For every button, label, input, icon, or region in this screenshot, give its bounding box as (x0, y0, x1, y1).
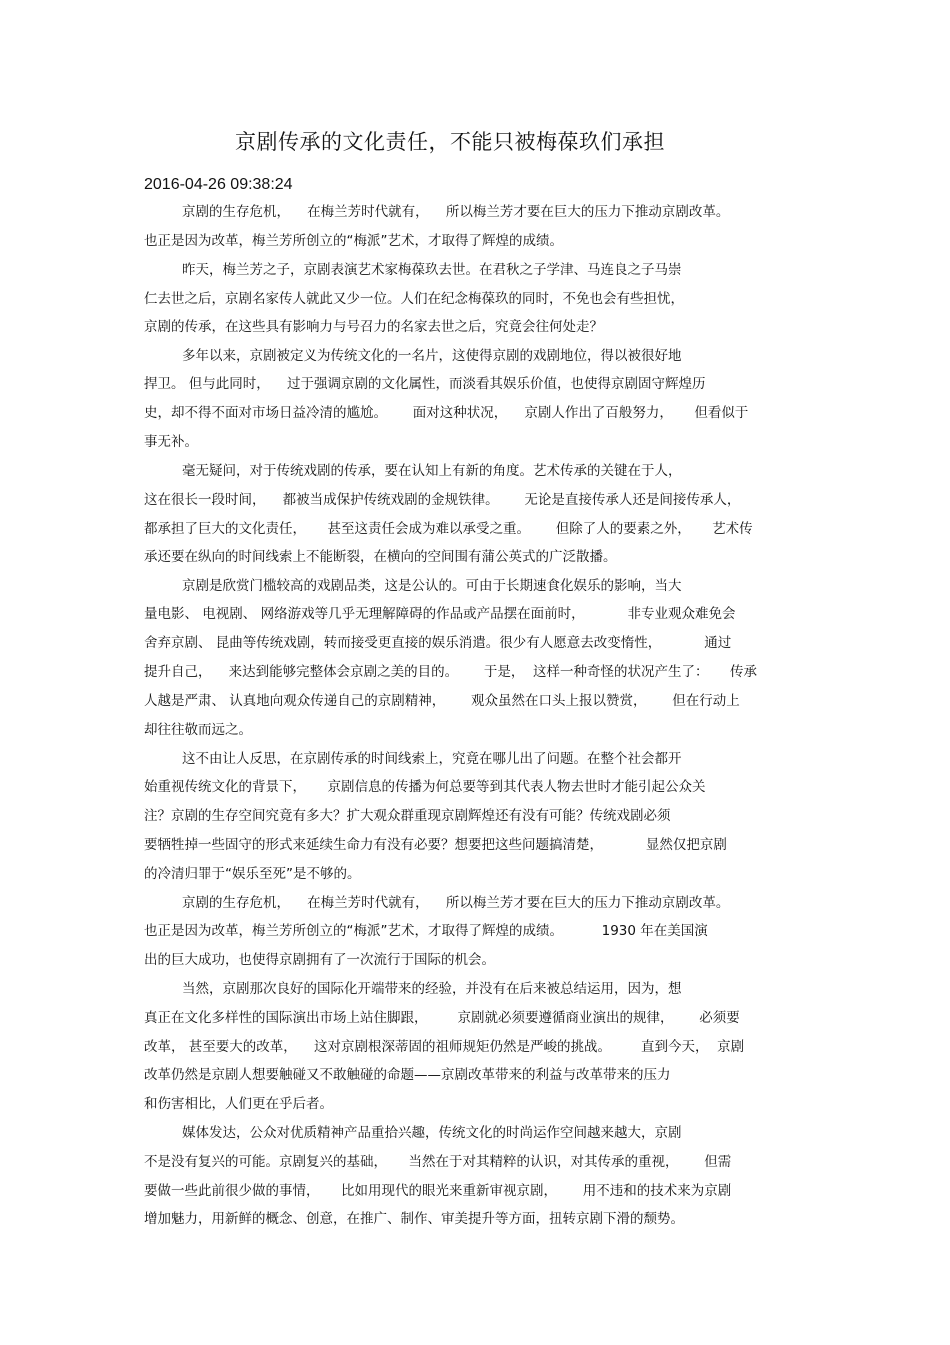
text-line: 舍弃京剧、 昆曲等传统戏剧，转而接受更直接的娱乐消遣。很少有人愿意去改变惰性， 通过 (144, 635, 732, 651)
text-line: 也正是因为改革，梅兰芳所创立的“梅派”艺术，才取得了辉煌的成绩。 (144, 233, 563, 249)
text-line: 却往往敬而远之。 (144, 722, 252, 738)
text-line: 这在很长一段时间， 都被当成保护传统戏剧的金规铁律。 无论是直接传承人还是间接传承人， (144, 492, 741, 508)
text-line: 京剧的生存危机， 在梅兰芳时代就有， 所以梅兰芳才要在巨大的压力下推动京剧改革。 (182, 895, 730, 911)
text-line: 也正是因为改革，梅兰芳所创立的“梅派”艺术，才取得了辉煌的成绩。 1930 年在美国演 (144, 923, 708, 939)
text-line: 承还要在纵向的时间线索上不能断裂，在横向的空间围有蒲公英式的广泛散播。 (144, 549, 617, 565)
text-line: 注？京剧的生存空间究竟有多大？扩大观众群重现京剧辉煌还有没有可能？传统戏剧必须 (144, 808, 671, 824)
text-line: 改革仍然是京剧人想要触碰又不敢触碰的命题——京剧改革带来的利益与改革带来的压力 (144, 1067, 671, 1083)
text-line: 京剧的传承，在这些具有影响力与号召力的名家去世之后，究竟会往何处走？ (144, 319, 603, 335)
text-line: 改革， 甚至要大的改革， 这对京剧根深蒂固的祖师规矩仍然是严峻的挑战。 直到今天， 京剧 (144, 1039, 745, 1055)
text-line: 人越是严肃、 认真地向观众传递自己的京剧精神， 观众虽然在口头上报以赞赏， 但在行动上 (144, 693, 740, 709)
text-line: 当然，京剧那次良好的国际化开端带来的经验，并没有在后来被总结运用，因为，想 (182, 981, 682, 997)
text-line: 和伤害相比，人们更在乎后者。 (144, 1096, 333, 1112)
text-line: 捍卫。 但与此同时， 过于强调京剧的文化属性，而淡看其娱乐价值，也使得京剧固守辉煌历 (144, 376, 706, 392)
text-line: 不是没有复兴的可能。京剧复兴的基础， 当然在于对其精粹的认识，对其传承的重视， 但需 (144, 1154, 732, 1170)
text-line: 多年以来，京剧被定义为传统文化的一名片，这使得京剧的戏剧地位，得以被很好地 (182, 348, 682, 364)
text-line: 仁去世之后，京剧名家传人就此又少一位。人们在纪念梅葆玖的同时，不免也会有些担忧， (144, 291, 684, 307)
text-line: 京剧的生存危机， 在梅兰芳时代就有， 所以梅兰芳才要在巨大的压力下推动京剧改革。 (182, 204, 730, 220)
text-line: 要做一些此前很少做的事情， 比如用现代的眼光来重新审视京剧， 用不违和的技术来为京剧 (144, 1183, 732, 1199)
text-line: 要牺牲掉一些固守的形式来延续生命力有没有必要？想要把这些问题搞清楚， 显然仅把京剧 (144, 837, 727, 853)
text-line: 这不由让人反思，在京剧传承的时间线索上，究竟在哪儿出了问题。在整个社会都开 (182, 751, 682, 767)
text-line: 出的巨大成功，也使得京剧拥有了一次流行于国际的机会。 (144, 952, 495, 968)
publish-date: 2016-04-26 09:38:24 (144, 176, 293, 193)
text-line: 量电影、 电视剧、 网络游戏等几乎无理解障碍的作品或产品摆在面前时， 非专业观众难免会 (144, 606, 736, 622)
text-line: 事无补。 (144, 434, 198, 450)
text-line: 的冷清归罪于“娱乐至死”是不够的。 (144, 866, 361, 882)
text-line: 京剧是欣赏门槛较高的戏剧品类，这是公认的。可由于长期速食化娱乐的影响，当大 (182, 578, 682, 594)
text-line: 真正在文化多样性的国际演出市场上站住脚跟， 京剧就必须要遵循商业演出的规律， 必须要 (144, 1010, 740, 1026)
article-title: 京剧传承的文化责任，不能只被梅葆玖们承担 (235, 130, 665, 154)
text-line: 增加魅力，用新鲜的概念、创意，在推广、制作、审美提升等方面，扭转京剧下滑的颓势。 (144, 1211, 684, 1227)
text-line: 都承担了巨大的文化责任， 甚至这责任会成为难以承受之重。 但除了人的要素之外， 艺术传 (144, 521, 753, 537)
text-line: 媒体发达，公众对优质精神产品重拾兴趣，传统文化的时尚运作空间越来越大，京剧 (182, 1125, 682, 1141)
text-line: 昨天，梅兰芳之子，京剧表演艺术家梅葆玖去世。在君秋之子学津、马连良之子马崇 (182, 262, 682, 278)
text-line: 始重视传统文化的背景下， 京剧信息的传播为何总要等到其代表人物去世时才能引起公众关 (144, 779, 706, 795)
text-line: 提升自己， 来达到能够完整体会京剧之美的目的。 于是， 这样一种奇怪的状况产生了： 传承 (144, 664, 757, 680)
text-line: 毫无疑问，对于传统戏剧的传承，要在认知上有新的角度。艺术传承的关键在于人， (182, 463, 682, 479)
text-line: 史，却不得不面对市场日益冷清的尴尬。 面对这种状况， 京剧人作出了百般努力， 但看似于 (144, 405, 749, 421)
